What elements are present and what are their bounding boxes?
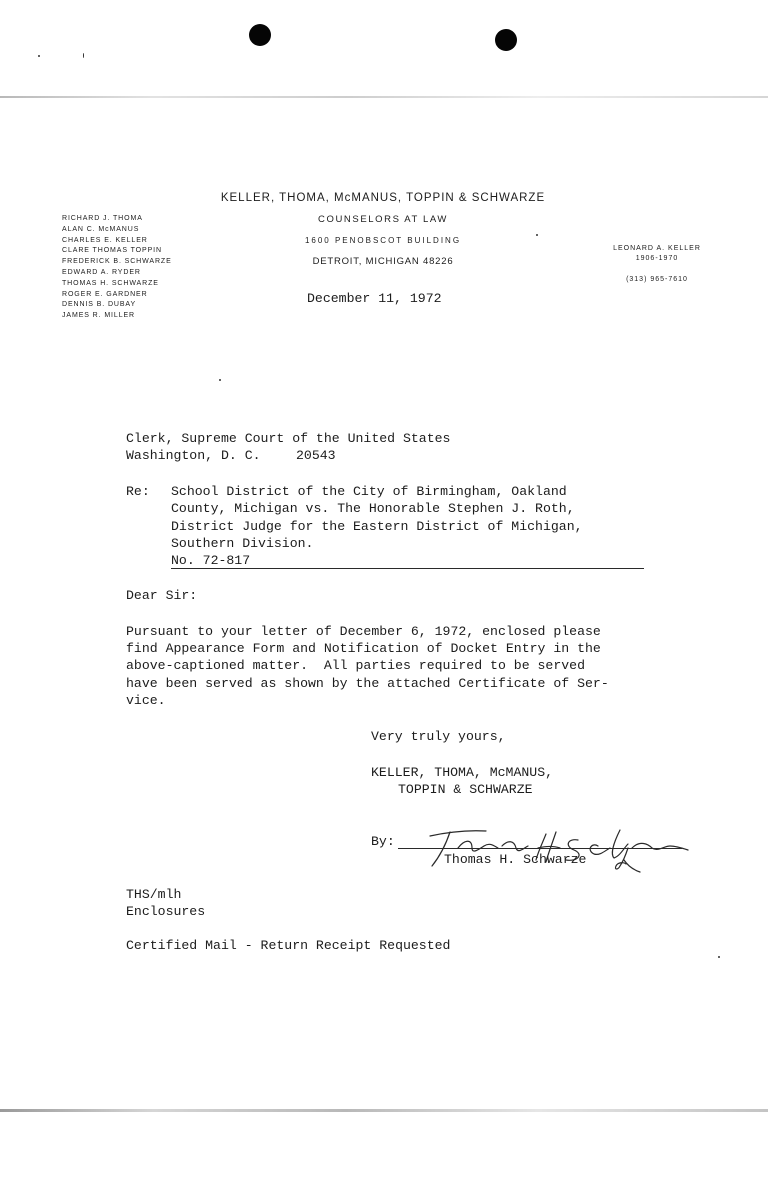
delivery-note: Certified Mail - Return Receipt Requested — [126, 938, 451, 953]
recipient-city: Washington, D. C. — [126, 448, 261, 463]
re-underline — [171, 568, 644, 569]
firm-phone: (313) 965-7610 — [626, 276, 688, 283]
scan-speck — [38, 55, 40, 57]
partner-name: FREDERICK B. SCHWARZE — [62, 258, 172, 266]
signature-tail — [612, 846, 632, 872]
re-line: Southern Division. — [171, 536, 314, 551]
scan-speck — [718, 956, 720, 958]
punch-hole-right — [495, 29, 517, 51]
re-label: Re: — [126, 484, 150, 499]
by-label: By: — [371, 834, 395, 849]
closing-firm-line: KELLER, THOMA, McMANUS, — [371, 765, 554, 780]
partner-name: DENNIS B. DUBAY — [62, 301, 137, 309]
firm-name: KELLER, THOMA, McMANUS, TOPPIN & SCHWARZE — [220, 192, 546, 204]
partner-name: JAMES R. MILLER — [62, 312, 136, 320]
partner-name: ROGER E. GARDNER — [62, 290, 148, 298]
partner-name: EDWARD A. RYDER — [62, 268, 141, 276]
memorial-years: 1906-1970 — [635, 255, 679, 262]
body-line: find Appearance Form and Notification of Docket Entry in the — [126, 641, 601, 656]
re-line: County, Michigan vs. The Honorable Stephen J. Roth, — [171, 501, 575, 516]
body-line: have been served as shown by the attached Certificate of Ser- — [126, 676, 609, 691]
firm-building: 1600 PENOBSCOT BUILDING — [304, 236, 462, 245]
re-line: District Judge for the Eastern District of Michigan, — [171, 519, 583, 534]
recipient-name: Clerk, Supreme Court of the United States — [126, 431, 451, 446]
closing-firm-line: TOPPIN & SCHWARZE — [398, 782, 533, 797]
scan-speck — [536, 234, 538, 236]
scan-edge-bottom — [0, 1109, 768, 1112]
body-line: Pursuant to your letter of December 6, 1972, enclosed please — [126, 624, 601, 639]
re-line: School District of the City of Birmingham, Oakland — [171, 484, 567, 499]
firm-subtitle: COUNSELORS AT LAW — [318, 214, 448, 225]
scan-edge-top — [0, 96, 768, 98]
typist-initials: THS/mlh — [126, 887, 182, 902]
enclosures-note: Enclosures — [126, 904, 206, 919]
body-line: vice. — [126, 693, 166, 708]
recipient-zip: 20543 — [296, 448, 336, 463]
partner-list — [62, 214, 172, 322]
closing: Very truly yours, — [371, 729, 506, 744]
partner-name: ALAN C. McMANUS — [62, 225, 140, 233]
memorial-name: LEONARD A. KELLER — [613, 245, 701, 252]
body-line: above-captioned matter. All parties required to be served — [126, 658, 585, 673]
signer-name: Thomas H. Schwarze — [444, 852, 587, 867]
partner-name: THOMAS H. SCHWARZE — [62, 279, 159, 287]
case-number: No. 72-817 — [171, 553, 251, 568]
letter-date: December 11, 1972 — [307, 291, 442, 306]
scan-speck — [219, 379, 221, 381]
salutation: Dear Sir: — [126, 588, 198, 603]
scan-speck — [83, 53, 84, 58]
punch-hole-left — [249, 24, 271, 46]
partner-name: CHARLES E. KELLER — [62, 236, 148, 244]
firm-city: DETROIT, MICHIGAN 48226 — [312, 256, 454, 267]
partner-name: CLARE THOMAS TOPPIN — [62, 247, 162, 255]
partner-name: RICHARD J. THOMA — [62, 215, 143, 222]
